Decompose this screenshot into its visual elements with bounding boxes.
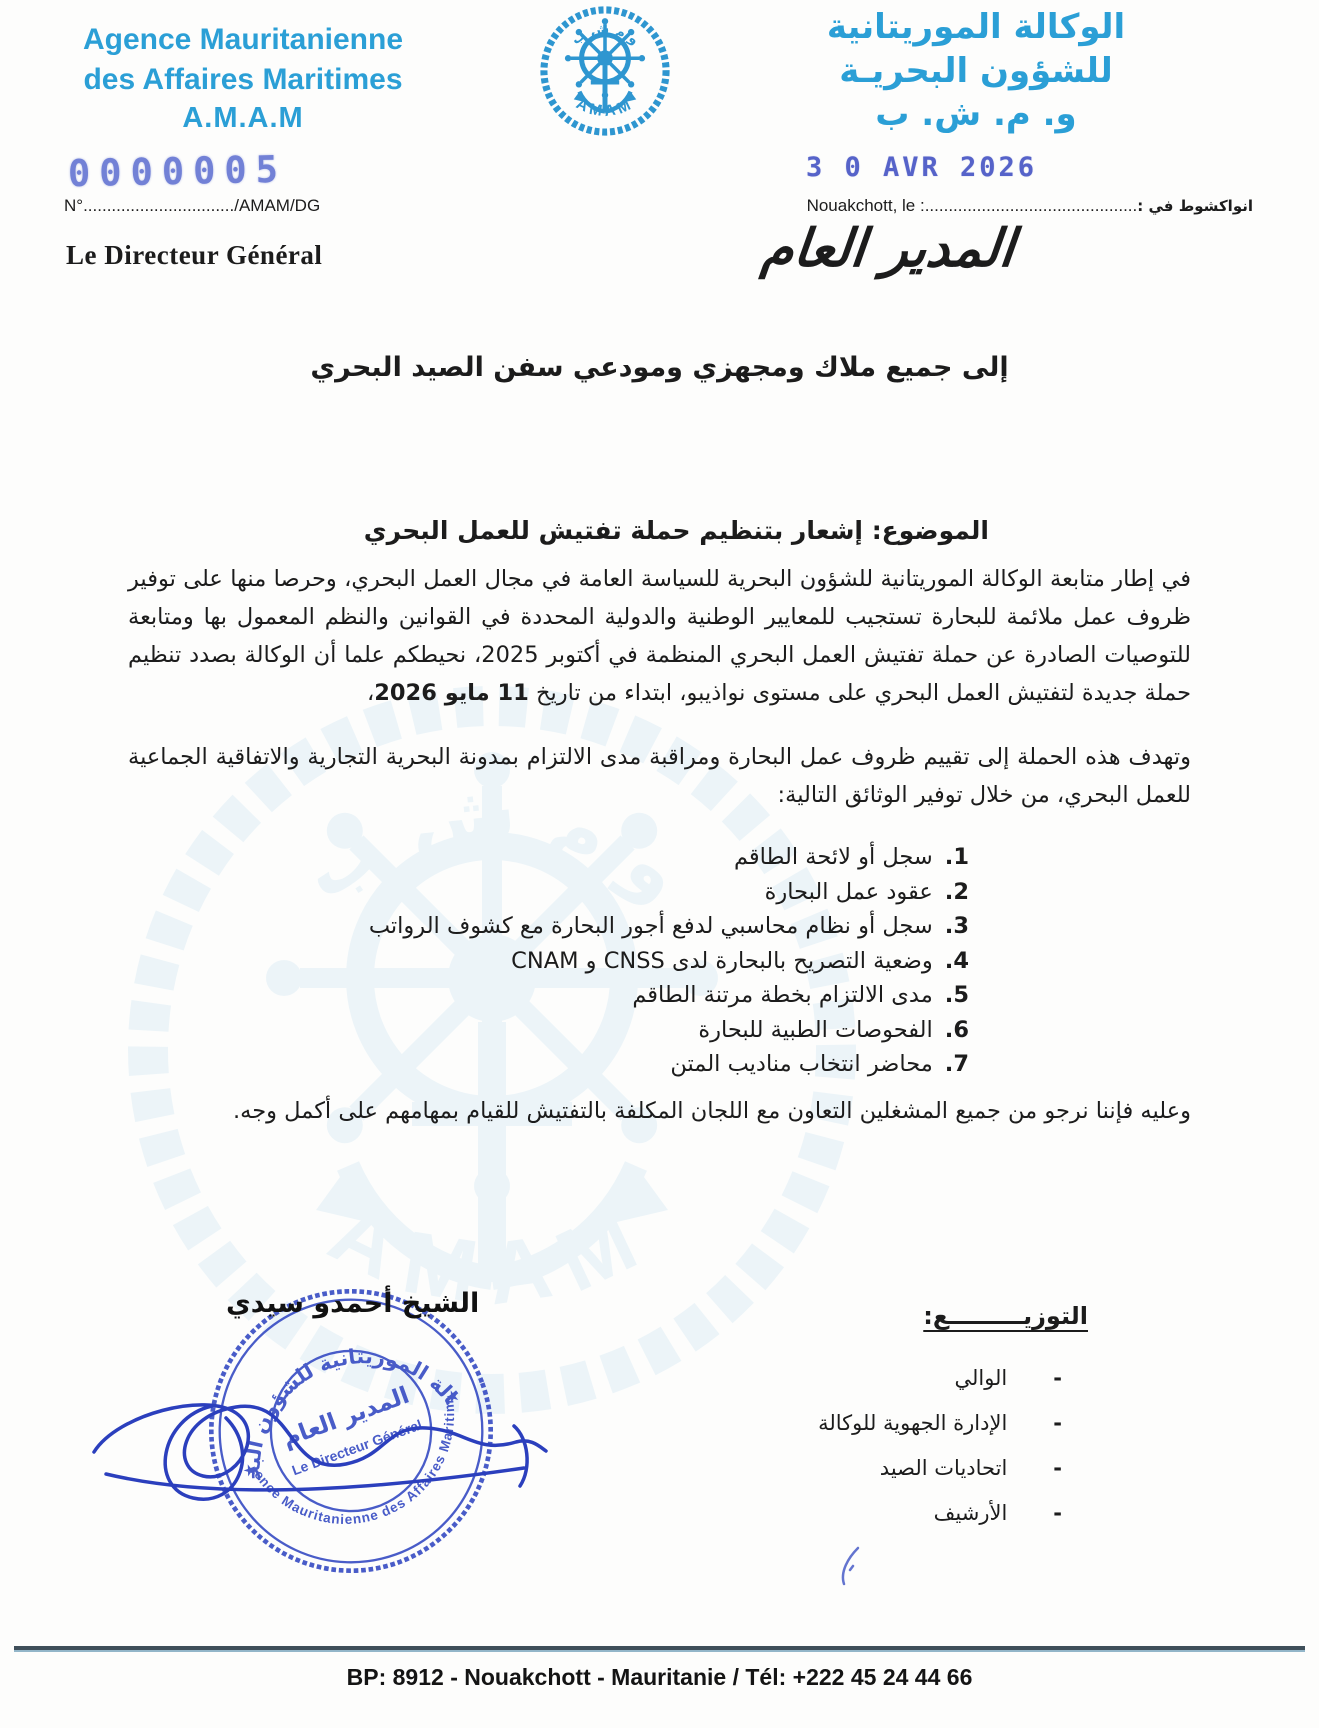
signature-block <box>170 1252 610 1592</box>
serial-number-stamp: 0000005 <box>67 147 288 196</box>
list-item-number: 5. <box>944 982 969 1008</box>
list-item <box>128 978 969 1013</box>
subject-line <box>364 516 989 545</box>
org-ar-line1: الوكالة الموريتانية <box>826 7 1126 47</box>
sender-title-arabic-calligraphy: المدير العام <box>758 218 1018 279</box>
footer-contact: BP: 8912 - Nouakchott - Mauritanie / Tél: +222 45 24 44 66 <box>346 1664 973 1690</box>
dash-bullet: - <box>1053 1501 1062 1525</box>
dash-bullet: - <box>1053 1366 1062 1390</box>
distribution-items <box>800 1356 1100 1536</box>
required-documents-list <box>128 840 1191 1082</box>
list-item-number: 7. <box>944 1051 969 1077</box>
sender-title-french: Le Directeur Général <box>66 240 323 270</box>
distribution-item <box>800 1356 1062 1401</box>
distribution-title: التوزيـــــــــع: <box>923 1302 1088 1330</box>
campaign-start-date: 11 مايو 2026 <box>374 680 529 706</box>
distribution-block <box>800 1302 1100 1536</box>
paragraph-2: وتهدف هذه الحملة إلى تقييم ظروف عمل البحارة ومراقبة مدى الالتزام بمدونة البحرية التجارية والاتفاقية الجماعية للعمل البحري، من خلال توفير الوثائق التالية: <box>128 744 1191 808</box>
list-item-text: مدى الالتزام بخطة مرتنة الطاقم <box>632 982 933 1008</box>
list-item-number: 1. <box>944 844 969 870</box>
org-name-french <box>58 20 428 137</box>
list-item-text: عقود عمل البحارة <box>764 878 933 905</box>
list-item <box>128 1047 969 1082</box>
list-item-text: سجل أو نظام محاسبي لدفع أجور البحارة مع كشوف الرواتب <box>368 913 933 939</box>
list-item-text: الفحوصات الطبية للبحارة <box>698 1016 933 1043</box>
distribution-item-text: الوالي <box>954 1366 1008 1390</box>
org-ar-line2: للشؤون البحريـة <box>839 50 1113 91</box>
list-item-text: وضعية التصريح بالبحارة لدى CNSS و CNAM <box>511 947 933 974</box>
list-item-number: 3. <box>944 913 969 939</box>
list-item <box>128 909 969 944</box>
letter-body <box>128 560 1191 1156</box>
distribution-item <box>800 1401 1062 1446</box>
footer-divider <box>14 1646 1305 1652</box>
paragraph-1 <box>128 560 1191 712</box>
recipient-title: إلى جميع ملاك ومجهزي ومودعي سفن الصيد البحري <box>310 352 1009 383</box>
list-item-text: محاضر انتخاب مناديب المتن <box>670 1051 933 1077</box>
list-item-number: 2. <box>944 878 969 905</box>
org-fr-line1: Agence Mauritanienne <box>82 23 404 56</box>
dash-bullet: - <box>1053 1411 1062 1435</box>
place-label-arabic: : انواكشوط في <box>1137 197 1253 215</box>
place-label-french: Nouakchott, le : <box>806 196 925 215</box>
org-fr-line2: des Affaires Maritimes <box>83 62 403 96</box>
list-item <box>128 1013 969 1048</box>
paragraph-1-text: في إطار متابعة الوكالة الموريتانية للشؤون البحرية للسياسة العامة في مجال العمل البحري، وحرصا منها على توفير ظروف عمل ملائمة للبحارة تستجيب للمعايير الوطنية والدولية المحددة في القوانين والنظم المعمول بها ومتابعة للتوصيات الصادرة عن حملة تفتيش العمل البحري المنظمة في أكتوبر 2025، نحيطكم علما أن الوكالة بصدد تنظيم حملة جديدة لتفتيش العمل البحري على مستوى نواذيبو، ابتداء من تاريخ <box>128 566 1192 706</box>
ink-mark-icon <box>828 1544 868 1590</box>
date-stamp: 3 0 AVR 2026 <box>806 152 1038 183</box>
list-item <box>128 875 969 910</box>
paragraph-1-end: ، <box>366 680 375 706</box>
distribution-item <box>800 1446 1062 1491</box>
subject-text: إشعار بتنظيم حملة تفتيش للعمل البحري <box>363 516 863 545</box>
list-item-number: 4. <box>944 947 969 974</box>
amam-logo-icon <box>530 0 680 142</box>
distribution-item-text: الإدارة الجهوية للوكالة <box>818 1411 1008 1435</box>
closing-paragraph: وعليه فإننا نرجو من جميع المشغلين التعاون مع اللجان المكلفة بالتفتيش للقيام بمهامهم على أكمل وجه. <box>233 1097 1191 1124</box>
place-date-line <box>807 196 1253 216</box>
list-item-number: 6. <box>944 1016 969 1043</box>
org-name-arabic <box>801 6 1151 137</box>
dash-bullet: - <box>1053 1456 1062 1480</box>
list-item <box>128 944 969 979</box>
list-item-text: سجل أو لائحة الطاقم <box>733 844 933 870</box>
place-dots: ............................................. <box>924 196 1138 215</box>
handwritten-signature-icon <box>84 1356 554 1531</box>
list-item <box>128 840 969 875</box>
org-ar-line3: و. م. ش. ب <box>875 94 1077 135</box>
distribution-item-text: الأرشيف <box>933 1501 1008 1525</box>
reference-number-line: N°................................/AMAM/DG <box>64 196 321 215</box>
signer-name: الشيخ أحمدو سيدي <box>226 1288 480 1319</box>
distribution-item-text: اتحاديات الصيد <box>879 1456 1008 1480</box>
subject-label: الموضوع: <box>871 516 989 545</box>
distribution-item <box>800 1491 1062 1536</box>
reference-row <box>64 196 1253 216</box>
org-fr-abbr: A.M.A.M <box>182 102 304 135</box>
